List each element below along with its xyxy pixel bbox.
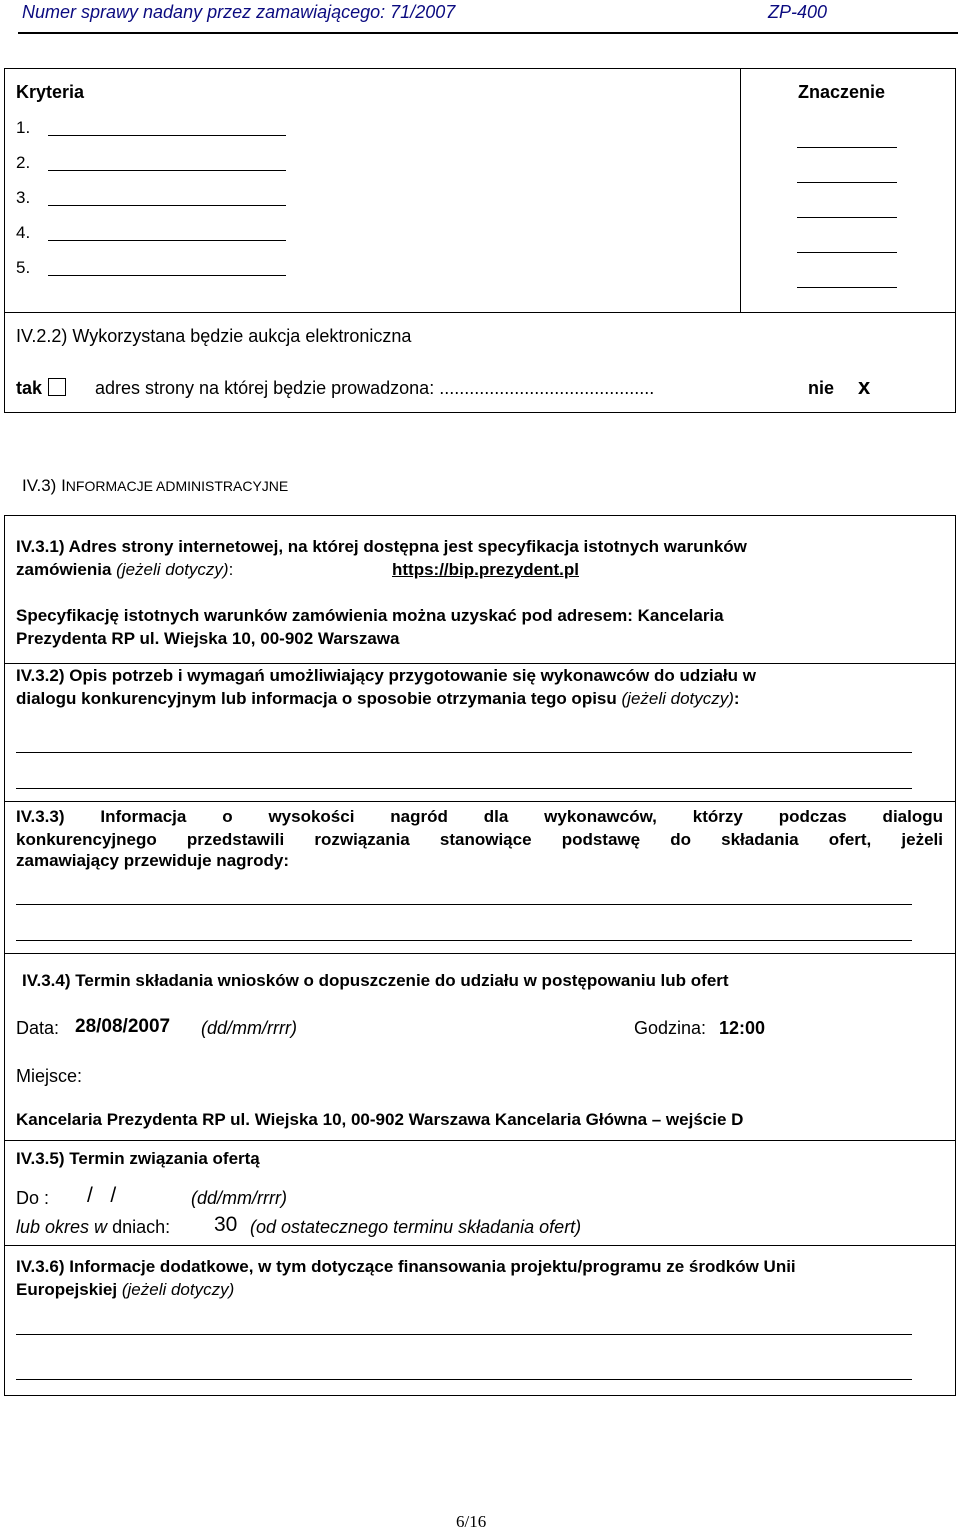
auction-yes-label: tak (16, 378, 43, 398)
criterion-number: 5. (16, 258, 31, 277)
iv33-line3: zamawiający przewiduje nagrody: (16, 851, 290, 870)
iv32-colon: : (733, 689, 740, 708)
weight-blank (797, 252, 897, 253)
place-value: Kancelaria Prezydenta RP ul. Wiejska 10, 00-902 Warszawa Kancelaria Główna – wejście D (16, 1110, 744, 1129)
iv31-line2-text: zamówienia (16, 560, 112, 579)
iv31-spec-line1: Specyfikację istotnych warunków zamówienia można uzyskać pod adresem: Kancelaria (16, 606, 724, 625)
case-number-header: Numer sprawy nadany przez zamawiającego: 71/2007 (22, 2, 456, 22)
auction-no-label: nie (808, 378, 835, 398)
iv33-answer-line[interactable] (16, 904, 912, 905)
criteria-title: Kryteria (16, 82, 85, 102)
criterion-blank (48, 240, 286, 241)
weight-title: Znaczenie (798, 82, 886, 102)
section-divider (4, 312, 956, 313)
iv31-note: (jeżeli dotyczy) (116, 560, 229, 579)
period-label-a: lub okres w (16, 1217, 108, 1237)
iv36-answer-line[interactable] (16, 1379, 912, 1380)
weight-blank (797, 147, 897, 148)
section-heading-prefix: IV.3) I (22, 476, 66, 495)
date-value: 28/08/2007 (75, 1016, 171, 1037)
iv35-date-format: (dd/mm/rrrr) (191, 1188, 287, 1208)
weight-blank (797, 287, 897, 288)
criterion-number: 3. (16, 188, 31, 207)
period-note: (od ostatecznego terminu składania ofert) (250, 1217, 582, 1237)
iv32-line2-text: dialogu konkurencyjnym lub informacja o sposobie otrzymania tego opisu (16, 689, 617, 708)
header-rule (18, 32, 958, 34)
criterion-blank (48, 205, 286, 206)
period-value: 30 (214, 1213, 238, 1236)
date-format: (dd/mm/rrrr) (201, 1018, 297, 1038)
specification-url-link[interactable]: https://bip.prezydent.pl (392, 560, 579, 579)
column-divider (740, 68, 741, 313)
iv36-answer-line[interactable] (16, 1334, 912, 1335)
to-label: Do : (16, 1188, 50, 1208)
criterion-number: 1. (16, 118, 31, 137)
iv31-title: IV.3.1) Adres strony internetowej, na której dostępna jest specyfikacja istotnych warunków (16, 537, 747, 556)
section-divider (4, 953, 956, 954)
date-slashes: / / (87, 1184, 117, 1207)
iv36-line2-text: Europejskiej (16, 1280, 118, 1299)
auction-title: IV.2.2) Wykorzystana będzie aukcja elektroniczna (16, 326, 412, 346)
period-label-b: dniach: (112, 1217, 171, 1237)
iv32-answer-line[interactable] (16, 788, 912, 789)
time-value: 12:00 (719, 1018, 766, 1038)
iv36-line1: IV.3.6) Informacje dodatkowe, w tym dotyczące finansowania projektu/programu ze środków Unii (16, 1257, 796, 1276)
page-number: 6/16 (456, 1512, 487, 1531)
iv34-title: IV.3.4) Termin składania wniosków o dopuszczenie do udziału w postępowaniu lub ofert (22, 971, 729, 990)
criterion-blank (48, 135, 286, 136)
iv33-line1: IV.3.3) Informacja o wysokości nagród dla wykonawców, którzy podczas dialogu (16, 807, 943, 826)
auction-yes-checkbox[interactable] (48, 378, 66, 396)
auction-no-mark: x (858, 374, 871, 399)
iv32-answer-line[interactable] (16, 752, 912, 753)
place-label: Miejsce: (16, 1066, 83, 1086)
weight-blank (797, 217, 897, 218)
section-heading-rest: NFORMACJE ADMINISTRACYJNE (65, 478, 289, 494)
section-divider (4, 801, 956, 802)
section-heading (22, 476, 288, 496)
iv31-colon: : (228, 560, 234, 579)
time-label: Godzina: (634, 1018, 707, 1038)
iv35-title: IV.3.5) Termin związania ofertą (16, 1149, 260, 1168)
form-code: ZP-400 (768, 2, 828, 22)
section-divider (4, 1140, 956, 1141)
iv36-line2 (16, 1280, 234, 1300)
auction-yes-option[interactable] (16, 378, 66, 399)
criterion-number: 4. (16, 223, 31, 242)
iv36-note: (jeżeli dotyczy) (121, 1280, 235, 1299)
iv33-answer-line[interactable] (16, 940, 912, 941)
criterion-blank (48, 170, 286, 171)
iv31-line2 (16, 560, 233, 580)
criterion-number: 2. (16, 153, 31, 172)
period-label (16, 1217, 170, 1238)
iv32-line2 (16, 689, 740, 709)
iv32-note: (jeżeli dotyczy) (621, 689, 734, 708)
auction-address-label: adres strony na której będzie prowadzona: ........................................... (95, 378, 655, 398)
iv33-line2: konkurencyjnego przedstawili rozwiązania stanowiące podstawę do składania ofert, jeżeli (16, 830, 943, 849)
iv32-line1: IV.3.2) Opis potrzeb i wymagań umożliwiający przygotowanie się wykonawców do udziału w (16, 666, 756, 685)
criterion-blank (48, 275, 286, 276)
weight-blank (797, 182, 897, 183)
section-divider (4, 1245, 956, 1246)
iv31-spec-line2: Prezydenta RP ul. Wiejska 10, 00-902 Warszawa (16, 629, 400, 648)
section-divider (4, 663, 956, 664)
date-label: Data: (16, 1018, 60, 1038)
